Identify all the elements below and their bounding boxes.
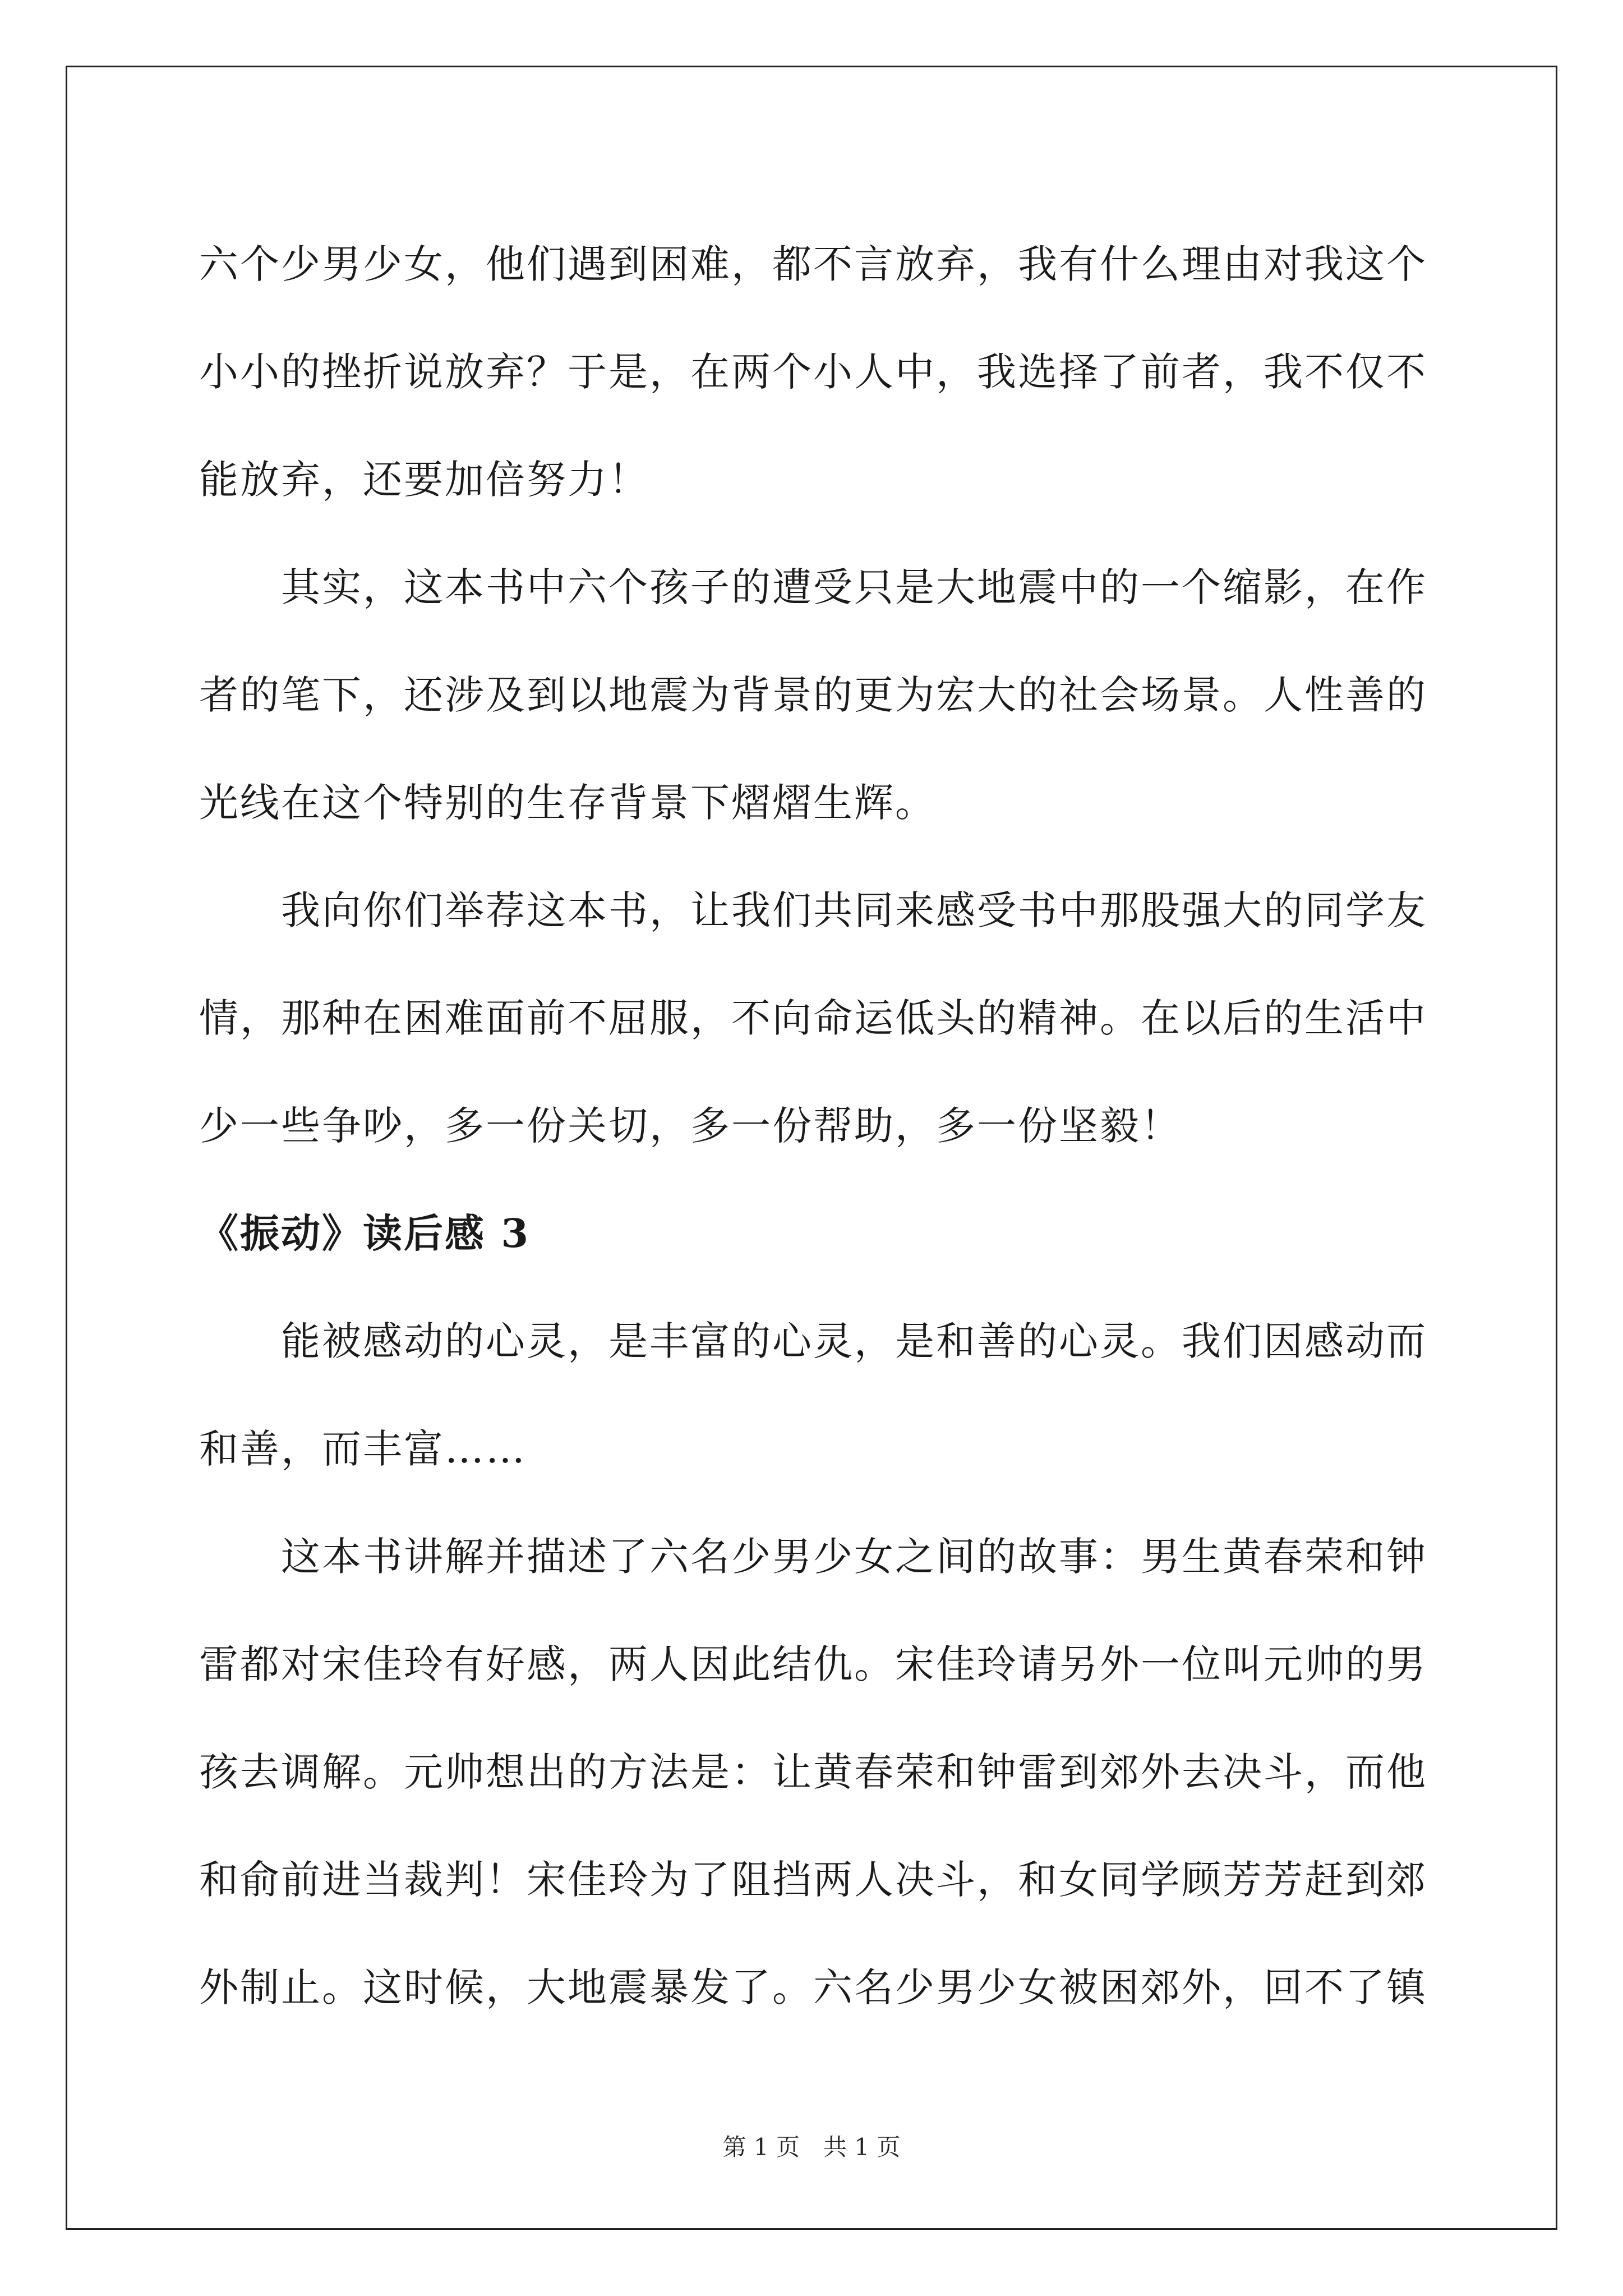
text-line: 这本书讲解并描述了六名少男少女之间的故事：男生黄春荣和钟 — [199, 1534, 1427, 1580]
text-line: 六个少男少女，他们遇到困难，都不言放弃，我有什么理由对我这个 — [199, 241, 1427, 287]
text-line: 能放弃，还要加倍努力！ — [199, 457, 649, 503]
text-line: 能被感动的心灵，是丰富的心灵，是和善的心灵。我们因感动而 — [199, 1318, 1427, 1364]
text-line: 情，那种在困难面前不屈服，不向命运低头的精神。在以后的生活中 — [199, 995, 1427, 1041]
text-line: 少一些争吵，多一份关切，多一份帮助，多一份坚毅！ — [199, 1103, 1182, 1149]
text-line: 者的笔下，还涉及到以地震为背景的更为宏大的社会场景。人性善的 — [199, 672, 1427, 718]
text-line: 小小的挫折说放弃？于是，在两个小人中，我选择了前者，我不仅不 — [199, 349, 1427, 395]
section-heading: 《振动》读后感 3 — [199, 1210, 531, 1257]
text-line: 其实，这本书中六个孩子的遭受只是大地震中的一个缩影，在作 — [199, 564, 1427, 610]
text-line: 我向你们举荐这本书，让我们共同来感受书中那股强大的同学友 — [199, 887, 1427, 933]
text-line: 孩去调解。元帅想出的方法是：让黄春荣和钟雷到郊外去决斗，而他 — [199, 1749, 1427, 1795]
text-line: 和俞前进当裁判！宋佳玲为了阻挡两人决斗，和女同学顾芳芳赶到郊 — [199, 1857, 1427, 1903]
text-line: 外制止。这时候，大地震暴发了。六名少男少女被困郊外，回不了镇 — [199, 1964, 1427, 2010]
text-line: 光线在这个特别的生存背景下熠熠生辉。 — [199, 780, 936, 826]
page-number: 第 1 页 共 1 页 — [722, 2133, 901, 2161]
text-line: 和善，而丰富…… — [199, 1426, 527, 1472]
document-body — [199, 210, 1433, 2041]
text-line: 雷都对宋佳玲有好感，两人因此结仇。宋佳玲请另外一位叫元帅的男 — [199, 1641, 1427, 1687]
